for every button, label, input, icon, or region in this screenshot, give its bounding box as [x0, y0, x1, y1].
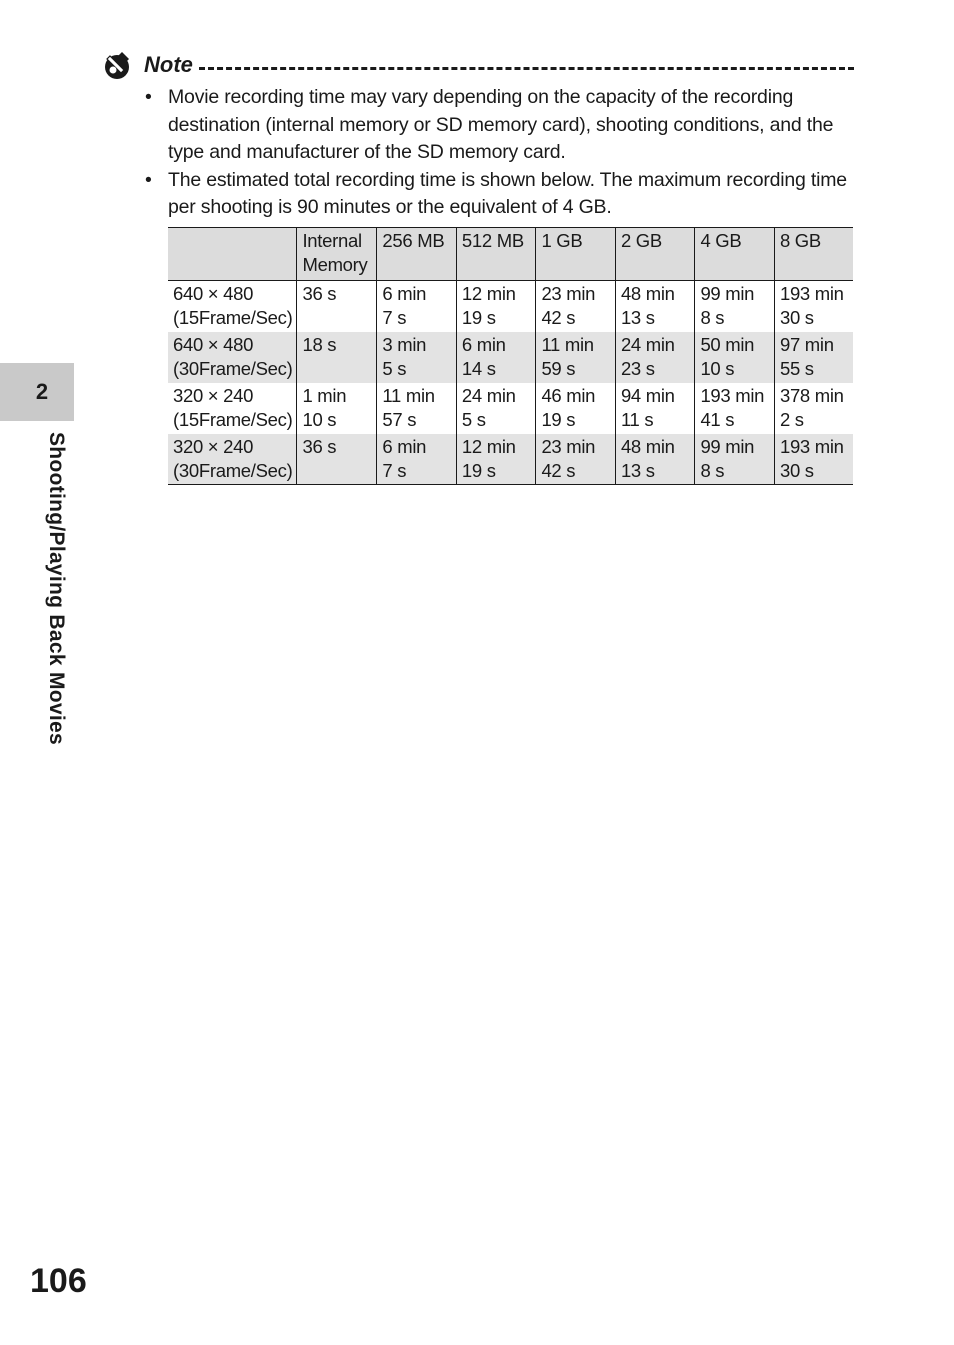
table-cell: 12 min 19 s — [456, 281, 536, 332]
table-cell: 36 s — [297, 434, 377, 485]
table-cell: 378 min 2 s — [774, 383, 853, 434]
bullet-text: Movie recording time may vary depending on the capacity of the recording destination (internal memory or SD memory card), shooting conditions, and the type and manufacturer of the SD memory card. — [168, 86, 834, 163]
table-row-label: 320 × 240 (15Frame/Sec) — [173, 384, 293, 430]
table-cell: 24 min 23 s — [615, 332, 695, 383]
bullet-text: The estimated total recording time is shown below. The maximum recording time per shooting is 90 minutes or the equivalent of 4 GB. — [168, 168, 847, 218]
table-header-row — [168, 228, 853, 281]
list-item — [145, 84, 857, 167]
table-cell: 48 min 13 s — [615, 434, 695, 485]
table-header-cell: 256 MB — [377, 228, 457, 281]
table-cell: 23 min 42 s — [536, 434, 616, 485]
table-cell: 12 min 19 s — [456, 434, 536, 485]
page-number: 106 — [30, 1262, 87, 1300]
table-cell: 193 min 30 s — [774, 434, 853, 485]
chapter-title: Shooting/Playing Back Movies — [45, 432, 68, 745]
chapter-tab — [0, 363, 74, 421]
table-cell: 11 min 57 s — [377, 383, 457, 434]
table-cell: 6 min 14 s — [456, 332, 536, 383]
table-header-cell: 2 GB — [615, 228, 695, 281]
chapter-number: 2 — [35, 379, 49, 404]
note-dash-rule — [199, 67, 854, 70]
list-item — [145, 167, 857, 222]
table-row-label: 640 × 480 (30Frame/Sec) — [173, 333, 293, 379]
table-cell: 6 min 7 s — [377, 434, 457, 485]
table-header-cell: 1 GB — [536, 228, 616, 281]
table-cell: 36 s — [297, 281, 377, 332]
table-cell: 24 min 5 s — [456, 383, 536, 434]
table-cell: 193 min 30 s — [774, 281, 853, 332]
table-cell: 6 min 7 s — [377, 281, 457, 332]
recording-time-table — [168, 227, 853, 485]
table-row-label: 640 × 480 (15Frame/Sec) — [173, 283, 293, 328]
table-cell: 97 min 55 s — [774, 332, 853, 383]
pencil-note-icon — [102, 50, 132, 80]
note-label: Note — [144, 52, 193, 77]
table-cell: 50 min 10 s — [695, 332, 775, 383]
table-header-cell: 4 GB — [695, 228, 775, 281]
table-cell: 23 min 42 s — [536, 281, 616, 332]
table-cell: 18 s — [297, 332, 377, 383]
table-cell: 46 min 19 s — [536, 383, 616, 434]
table-cell: 3 min 5 s — [377, 332, 457, 383]
table-cell: 11 min 59 s — [536, 332, 616, 383]
table-cell: 193 min 41 s — [695, 383, 775, 434]
table-row — [168, 281, 853, 332]
table-row — [168, 383, 853, 434]
table-row — [168, 332, 853, 383]
note-header — [102, 48, 854, 82]
table-cell: 99 min 8 s — [695, 434, 775, 485]
table-header-cell: Internal Memory — [297, 228, 377, 281]
table-cell: 94 min 11 s — [615, 383, 695, 434]
bullet-mark: • — [145, 86, 152, 108]
bullet-mark: • — [145, 168, 152, 191]
note-bullet-list — [145, 84, 857, 222]
table-cell: 1 min 10 s — [297, 383, 377, 434]
table-row-label: 320 × 240 (30Frame/Sec) — [173, 435, 293, 481]
table-cell: 99 min 8 s — [695, 281, 775, 332]
chapter-title-container — [44, 432, 74, 812]
table-header-cell — [168, 228, 297, 281]
table-cell: 48 min 13 s — [615, 281, 695, 332]
table-row — [168, 434, 853, 485]
table-header-cell: 512 MB — [456, 228, 536, 281]
table-header-cell: 8 GB — [774, 228, 853, 281]
